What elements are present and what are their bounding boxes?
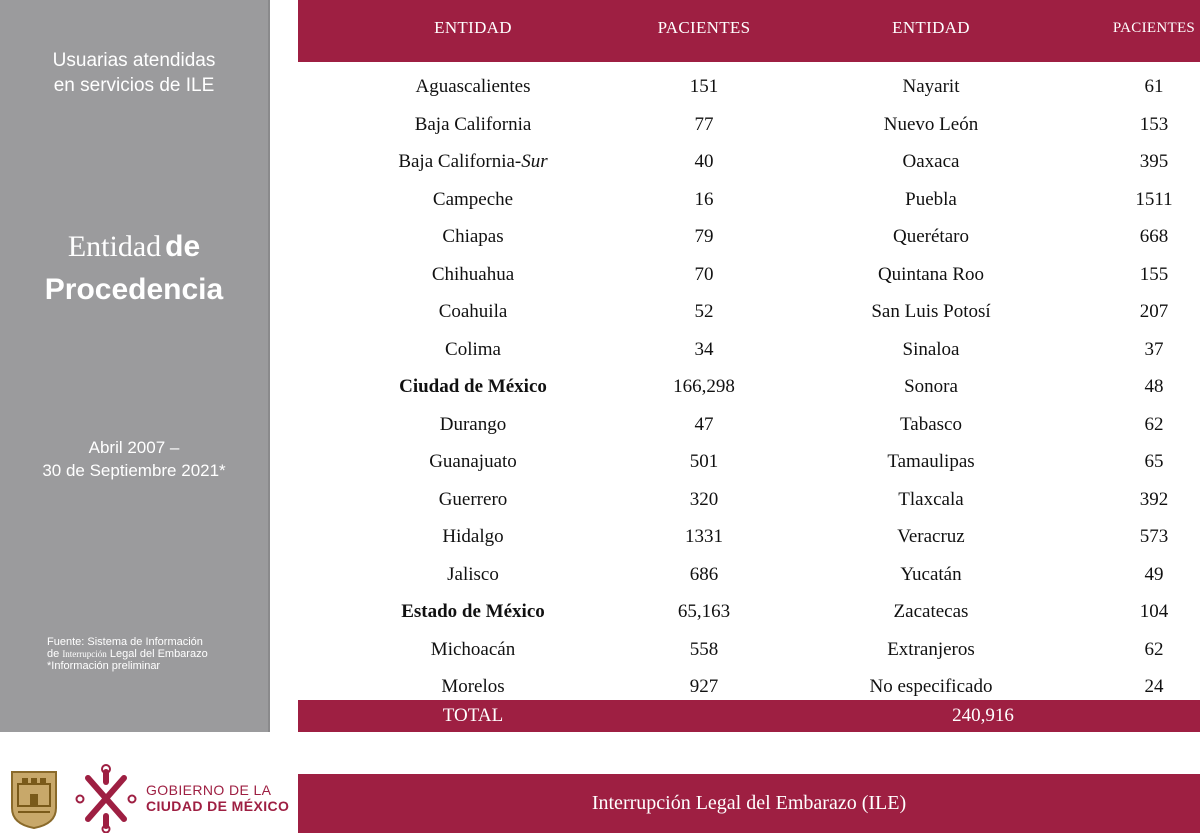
title-part-1: Entidad (67, 230, 162, 263)
entity-cell-right: Quintana Roo (877, 263, 985, 285)
patients-cell-right: 104 (1139, 601, 1169, 622)
patients-cell-left: 501 (689, 451, 719, 472)
cdmx-emblem-icon (74, 764, 138, 833)
entity-cell-left: Michoacán (430, 638, 516, 660)
patients-cell-left: 686 (689, 563, 719, 585)
patients-cell-left: 52 (694, 301, 714, 322)
patients-cell-right: 155 (1139, 263, 1169, 285)
patients-cell-left: 34 (694, 338, 714, 360)
header-pacientes-1: PACIENTES (657, 18, 751, 37)
footer-text: Interrupción Legal del Embarazo (ILE) (591, 792, 907, 814)
table-row (298, 481, 1200, 519)
entity-cell-left: Chihuahua (431, 263, 515, 285)
patients-cell-right: 62 (1144, 413, 1164, 435)
patients-cell-right: 24 (1144, 676, 1164, 697)
source-note (47, 636, 262, 672)
entity-cell-left: Baja California-Sur (398, 151, 548, 172)
entity-cell-left: Aguascalientes (415, 76, 531, 97)
entity-cell-left: Durango (439, 413, 507, 435)
gov-line-2: CIUDAD DE MÉXICO (146, 798, 290, 814)
patients-cell-left: 151 (689, 76, 719, 97)
total-value: 240,916 (952, 705, 1014, 726)
table-row (298, 218, 1200, 256)
source-line-2c: Legal del Embarazo (109, 648, 208, 660)
entity-cell-left: Coahuila (438, 301, 508, 322)
table-row (298, 518, 1200, 556)
gov-line-1: GOBIERNO DE LA (146, 782, 272, 798)
subtitle-line-1: Usuarias atendidas (52, 50, 216, 71)
patients-cell-left: 40 (694, 151, 714, 172)
patients-cell-right: 48 (1144, 376, 1164, 397)
entity-cell-right: Tlaxcala (898, 488, 964, 510)
sidebar-panel (0, 0, 270, 732)
patients-cell-left: 47 (694, 413, 714, 435)
patients-cell-right: 37 (1144, 338, 1164, 360)
period-line-2: 30 de Septiembre 2021* (42, 461, 226, 480)
patients-cell-right: 668 (1139, 226, 1169, 247)
patients-cell-left: 1331 (685, 526, 723, 547)
entity-cell-right: Puebla (905, 188, 957, 210)
patients-cell-left: 320 (689, 488, 719, 510)
entity-cell-left: Ciudad de México (399, 376, 547, 397)
patients-cell-left: 166,298 (673, 376, 735, 397)
source-line-2b: Interrupción (62, 649, 107, 659)
period-text (0, 436, 268, 482)
source-line-2a: de (47, 648, 60, 660)
entity-cell-left: Hidalgo (442, 526, 504, 547)
entity-cell-left: Campeche (432, 188, 514, 210)
table-row (298, 331, 1200, 369)
table-row (298, 368, 1200, 406)
title-part-3: Procedencia (44, 273, 224, 306)
patients-cell-left: 77 (694, 113, 714, 135)
page-title (0, 228, 268, 309)
period-line-1: Abril 2007 – (88, 438, 180, 457)
patients-cell-right: 395 (1139, 151, 1169, 172)
source-line-1: Fuente: Sistema de Información (47, 636, 203, 648)
entity-cell-right: Veracruz (897, 526, 965, 547)
patients-cell-right: 62 (1144, 638, 1164, 660)
header-entidad-1: ENTIDAD (434, 18, 512, 37)
patients-cell-left: 65,163 (677, 601, 731, 622)
entity-cell-right: Sinaloa (902, 338, 960, 360)
patients-cell-right: 573 (1139, 526, 1169, 547)
patients-cell-right: 65 (1144, 451, 1164, 472)
table-row (298, 106, 1200, 144)
source-line-2 (47, 648, 262, 660)
patients-cell-right: 392 (1139, 488, 1169, 510)
entity-cell-right: Yucatán (900, 563, 962, 585)
entity-cell-left: Morelos (441, 676, 505, 697)
table-row (298, 556, 1200, 594)
entity-cell-left: Colima (445, 338, 501, 360)
patients-cell-right: 49 (1144, 563, 1164, 585)
entity-cell-right: Tamaulipas (887, 451, 975, 472)
total-label: TOTAL (442, 705, 504, 726)
table-row (298, 593, 1200, 631)
table-row (298, 181, 1200, 219)
entity-cell-left: Guanajuato (429, 451, 517, 472)
entity-cell-right: Nuevo León (883, 113, 979, 135)
patients-cell-right: 207 (1139, 301, 1169, 322)
subtitle-line-2: en servicios de ILE (53, 75, 215, 96)
table-row (298, 256, 1200, 294)
patients-cell-right: 61 (1144, 76, 1164, 97)
entity-cell-right: Tabasco (900, 413, 962, 435)
entity-cell-right: Querétaro (893, 226, 969, 247)
entity-cell-right: Extranjeros (887, 638, 975, 660)
entity-cell-left: Chiapas (442, 226, 504, 247)
entity-cell-left: Estado de México (401, 601, 545, 622)
crest-icon (8, 768, 60, 830)
entity-cell-right: Oaxaca (902, 151, 960, 172)
patients-cell-left: 79 (694, 226, 714, 247)
entity-cell-left: Baja California (414, 113, 532, 135)
table-row (298, 631, 1200, 669)
table-body (298, 68, 1200, 706)
header-pacientes-2: PACIENTES (1112, 20, 1196, 36)
patients-cell-left: 70 (694, 263, 714, 285)
total-bar (298, 700, 1200, 732)
entity-cell-left: Jalisco (447, 563, 499, 585)
entity-cell-right: No especificado (869, 676, 993, 697)
entity-cell-right: San Luis Potosí (871, 301, 991, 322)
entity-cell-right: Sonora (904, 376, 958, 397)
entity-cell-right: Nayarit (902, 76, 960, 97)
table-row (298, 406, 1200, 444)
table-row (298, 443, 1200, 481)
patients-cell-right: 153 (1139, 113, 1169, 135)
table-row (298, 68, 1200, 106)
patients-cell-right: 1511 (1135, 188, 1173, 210)
title-part-2: de (165, 230, 201, 263)
footer-bar (298, 774, 1200, 833)
entity-cell-right: Zacatecas (893, 601, 969, 622)
table-row (298, 293, 1200, 331)
patients-cell-left: 558 (689, 638, 719, 660)
table-row (298, 143, 1200, 181)
government-logo-text (146, 782, 289, 814)
table-header (298, 0, 1200, 62)
sidebar-subtitle (0, 48, 268, 98)
header-entidad-2: ENTIDAD (892, 18, 970, 37)
logo-area (0, 760, 290, 833)
patients-cell-left: 16 (694, 188, 714, 210)
source-line-3: *Información preliminar (47, 660, 161, 672)
patients-cell-left: 927 (689, 676, 719, 697)
entity-cell-left: Guerrero (438, 488, 508, 510)
